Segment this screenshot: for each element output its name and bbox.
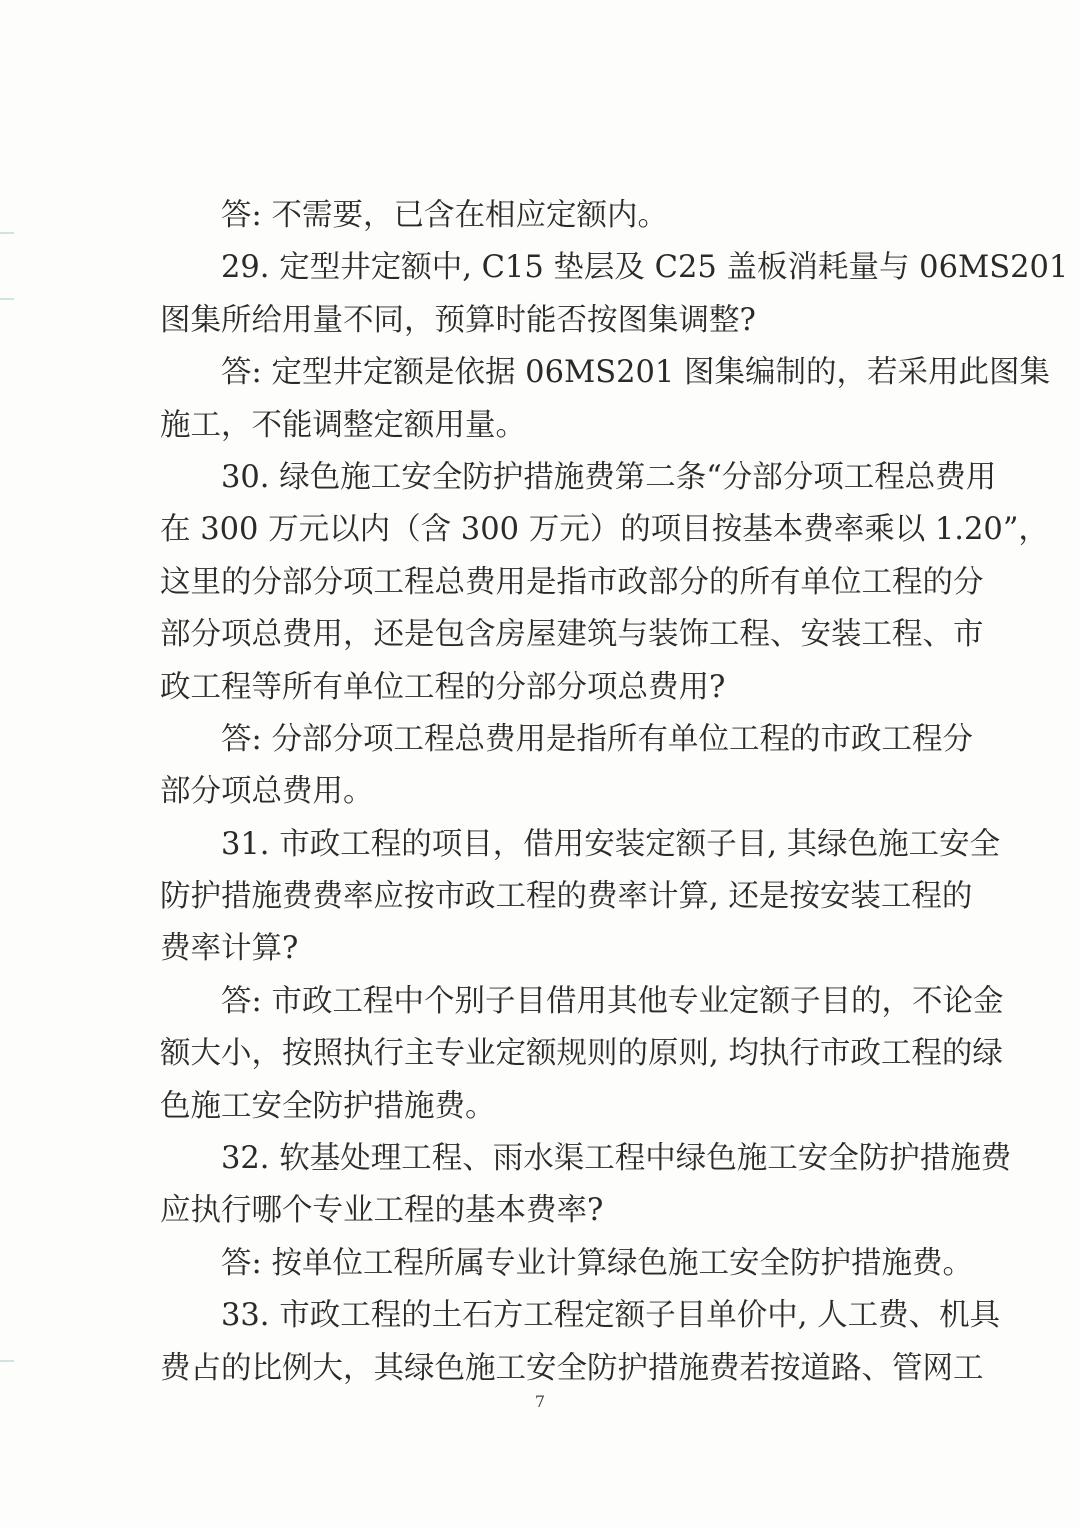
text-line: 这里的分部分项工程总费用是指市政部分的所有单位工程的分 [160,564,984,600]
text-line: 部分项总费用，还是包含房屋建筑与装饰工程、安装工程、市 [160,617,984,653]
page-number: 7 [534,1392,546,1411]
text-line: 33. 市政工程的土石方工程定额子目单价中, 人工费、机具 [221,1298,1001,1334]
text-line: 30. 绿色施工安全防护措施费第二条“分部分项工程总费用 [221,459,997,495]
scan-edge-mark [0,1360,14,1362]
text-line: 费占的比例大，其绿色施工安全防护措施费若按道路、管网工 [160,1350,984,1386]
text-line: 29. 定型井定额中, C15 垫层及 C25 盖板消耗量与 06MS201 [221,250,1069,286]
text-line: 答: 定型井定额是依据 06MS201 图集编制的，若采用此图集 [221,355,1051,391]
text-line: 色施工安全防护措施费。 [160,1088,496,1124]
scan-edge-mark [0,298,14,300]
text-line: 答: 市政工程中个别子目借用其他专业定额子目的，不论金 [221,983,1004,1019]
text-line: 在 300 万元以内（含 300 万元）的项目按基本费率乘以 1.20”， [160,512,1049,548]
text-line: 政工程等所有单位工程的分部分项总费用? [160,669,726,705]
text-line: 31. 市政工程的项目，借用安装定额子目, 其绿色施工安全 [221,826,1001,862]
text-line: 额大小，按照执行主专业定额规则的原则, 均执行市政工程的绿 [160,1036,1003,1072]
text-line: 防护措施费费率应按市政工程的费率计算, 还是按安装工程的 [160,879,973,915]
text-line: 图集所给用量不同，预算时能否按图集调整? [160,302,756,338]
text-line: 32. 软基处理工程、雨水渠工程中绿色施工安全防护措施费 [221,1141,1012,1177]
scan-edge-mark [0,232,14,234]
text-line: 答: 分部分项工程总费用是指所有单位工程的市政工程分 [221,721,973,757]
document-body [160,190,1069,1395]
text-line: 费率计算? [160,931,299,967]
text-line: 答: 按单位工程所属专业计算绿色施工安全防护措施费。 [221,1245,973,1281]
text-line: 答: 不需要，已含在相应定额内。 [221,198,668,233]
text-line: 应执行哪个专业工程的基本费率? [160,1193,604,1229]
text-line: 部分项总费用。 [160,774,374,810]
text-line: 施工，不能调整定额用量。 [160,407,526,443]
